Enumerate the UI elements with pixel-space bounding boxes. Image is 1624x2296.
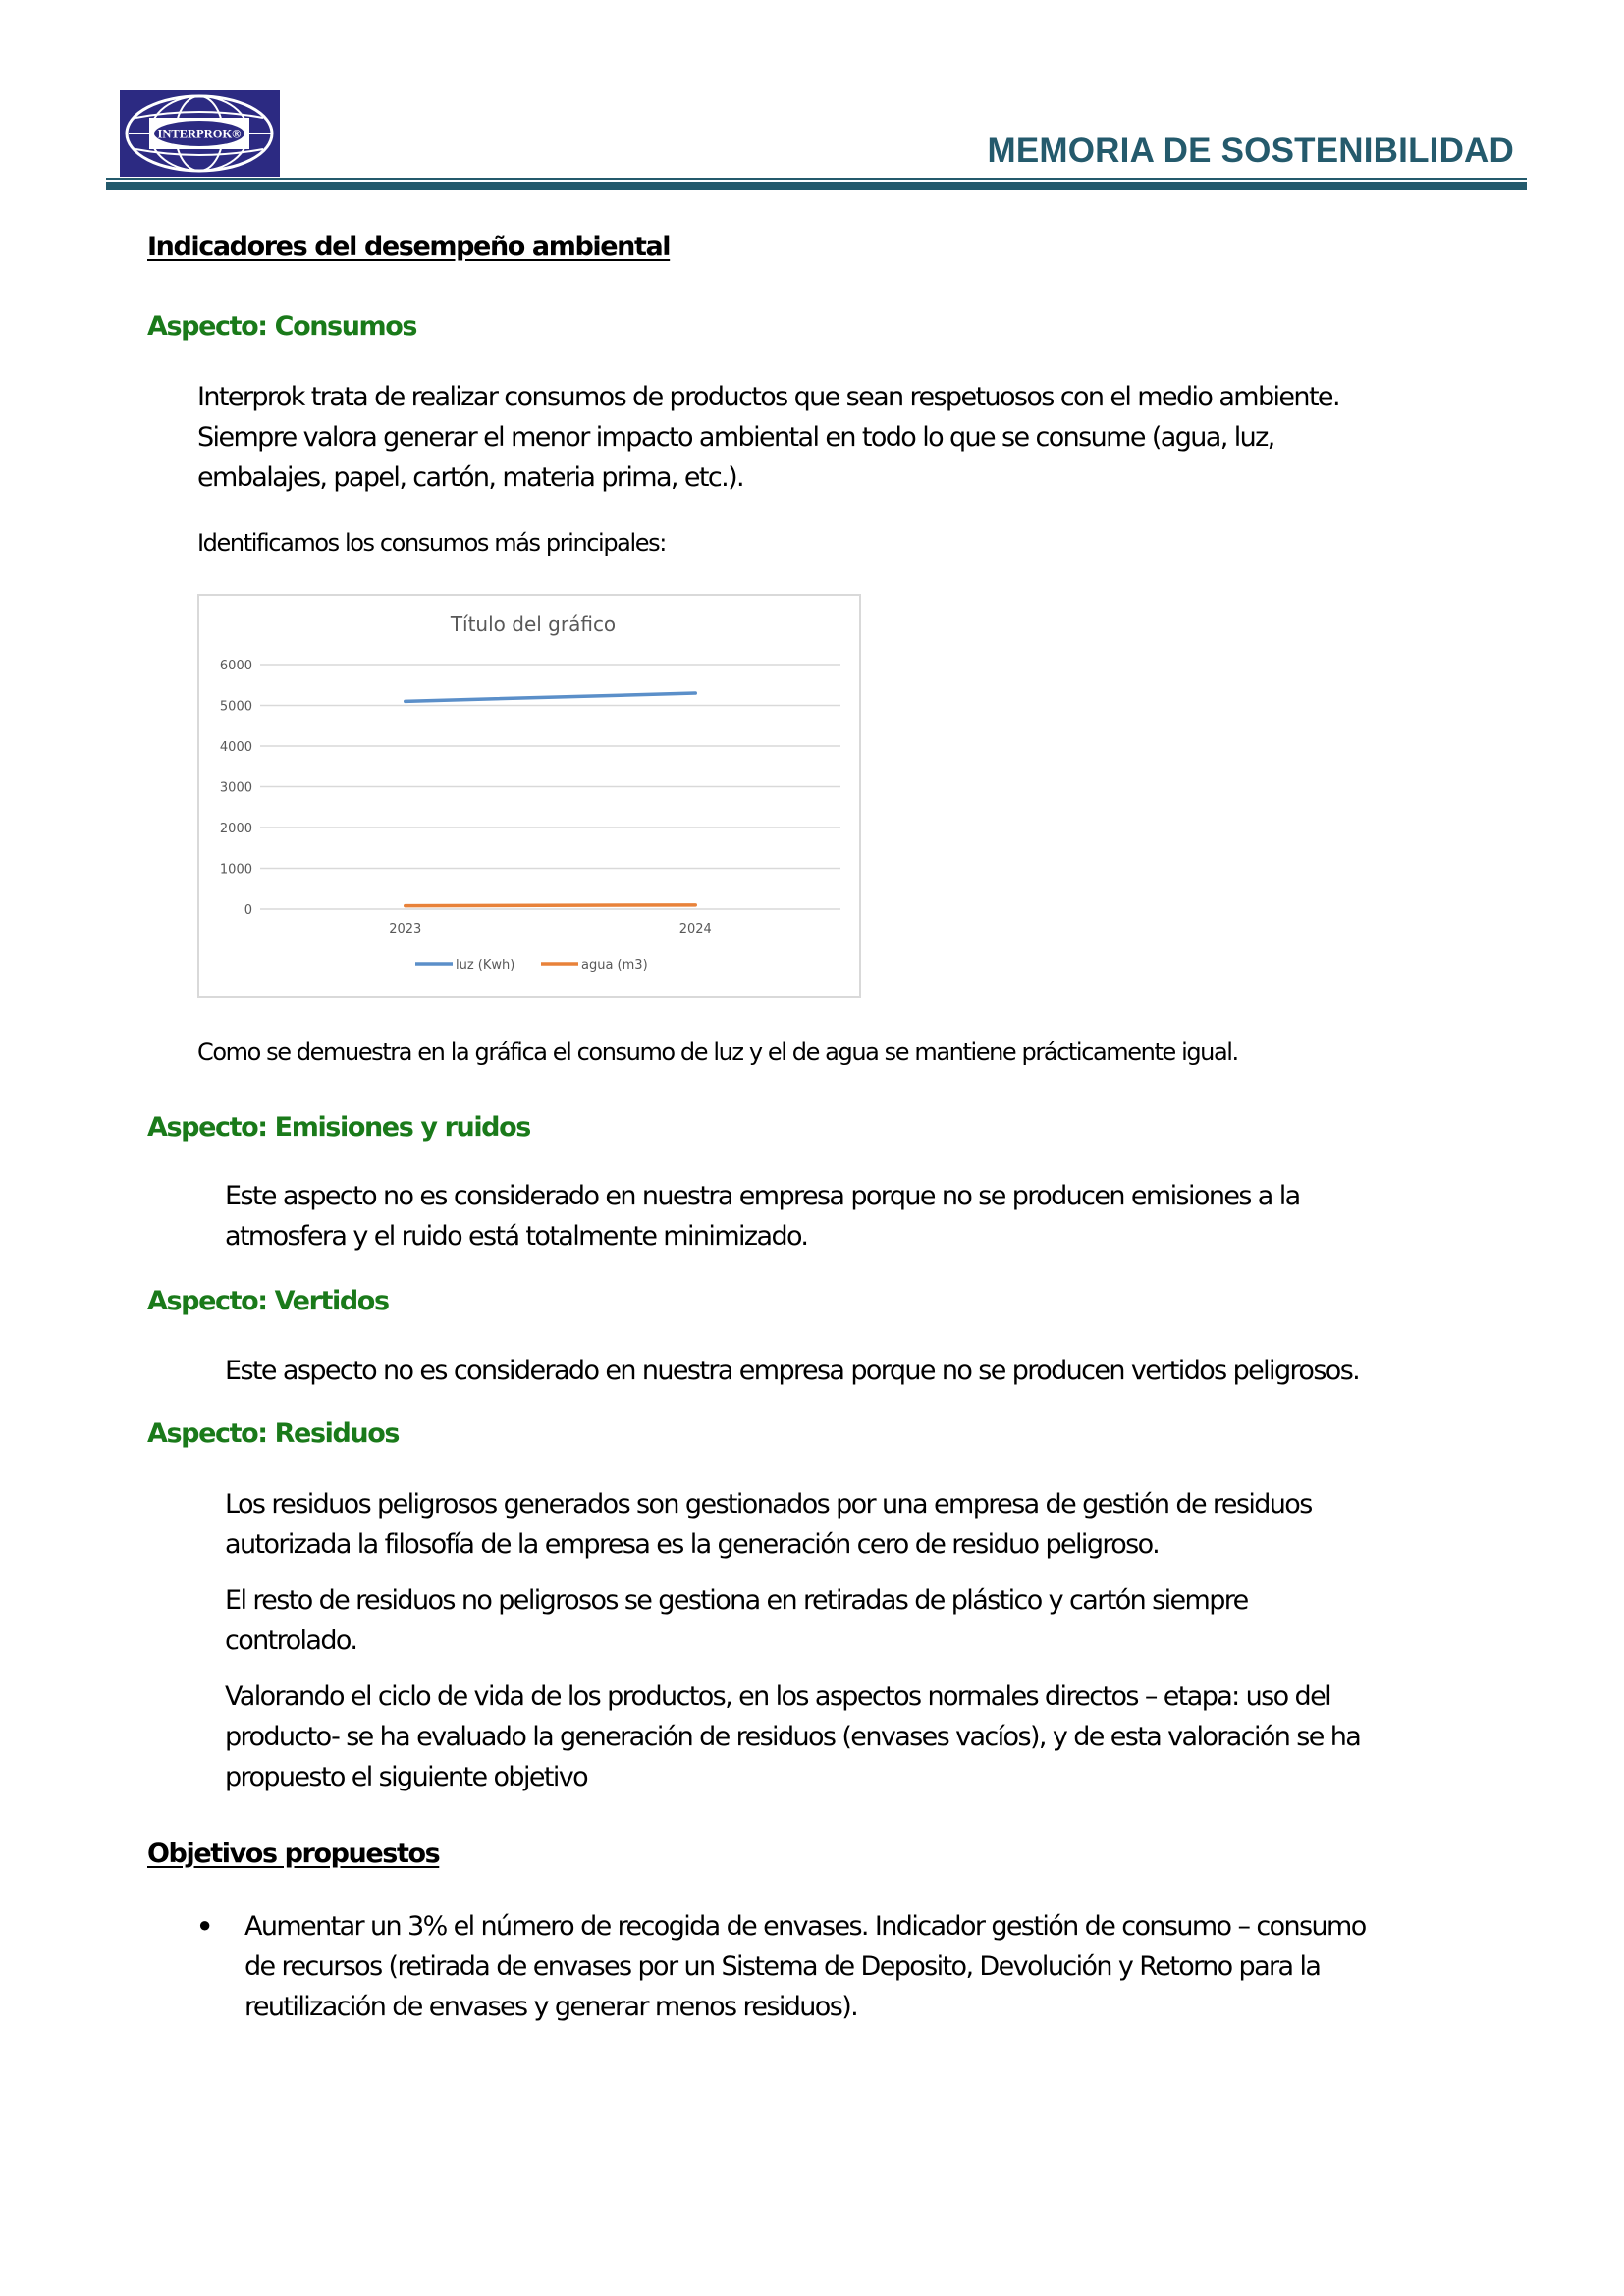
text-line: Este aspecto no es considerado en nuestra empresa porque no se producen emisiones a la [225,1181,1300,1211]
text-line: reutilización de envases y generar menos residuos). [244,1992,858,2022]
consumos-intro [197,377,1339,498]
x-tick-label: 2023 [389,922,422,936]
text-line: producto- se ha evaluado la generación de residuos (envases vacíos), y de esta valoración se ha [225,1722,1361,1752]
text-line: controlado. [225,1626,357,1656]
legend-label: luz (Kwh) [456,958,515,973]
text-line: autorizada la filosofía de la empresa es la generación cero de residuo peligroso. [225,1529,1160,1560]
legend-label: agua (m3) [581,958,648,973]
y-tick-label: 0 [244,903,252,918]
y-tick-label: 3000 [219,780,252,796]
gridlines [260,665,840,909]
text-line: atmosfera y el ruido está totalmente minimizado. [225,1221,808,1252]
logo-text: INTERPROK® [157,127,242,141]
consumos-conclusion: Como se demuestra en la gráfica el consumo de luz y el de agua se mantiene prácticamente igual. [197,1039,1238,1066]
section-title: Indicadores del desempeño ambiental [147,232,671,262]
x-tick-label: 2024 [678,922,712,936]
chart-title: Título del gráfico [450,613,617,636]
company-logo [120,90,280,177]
heading-residuos: Aspecto: Residuos [147,1418,400,1449]
y-tick-label: 6000 [219,659,252,673]
y-tick-label: 4000 [219,740,252,755]
consumos-identify: Identificamos los consumos más principales: [197,529,666,557]
text-line: Siempre valora generar el menor impacto ambiental en todo lo que se consume (agua, luz, [197,422,1274,453]
text-line: propuesto el siguiente objetivo [225,1762,588,1792]
consumption-chart [197,594,861,998]
text-line: Este aspecto no es considerado en nuestra empresa porque no se producen vertidos peligrosos. [225,1356,1360,1386]
text-line: Interprok trata de realizar consumos de productos que sean respetuosos con el medio ambiente. [197,382,1339,412]
heading-vertidos: Aspecto: Vertidos [147,1286,389,1316]
chart-legend [415,958,648,973]
text-line: Valorando el ciclo de vida de los productos, en los aspectos normales directos – etapa: uso del [225,1682,1330,1712]
heading-emisiones: Aspecto: Emisiones y ruidos [147,1112,530,1143]
residuos-paragraph-1 [225,1484,1312,1565]
document-title: MEMORIA DE SOSTENIBILIDAD [987,132,1514,170]
text-line: de recursos (retirada de envases por un Sistema de Deposito, Devolución y Retorno para la [244,1951,1321,1982]
text-line: embalajes, papel, cartón, materia prima, etc.). [197,462,744,493]
header-divider-thick [106,182,1527,190]
vertidos-text [225,1351,1359,1391]
list-item [196,1906,1366,2027]
residuos-paragraph-2 [225,1580,1248,1661]
emisiones-text [225,1176,1300,1256]
list-item-text [244,1906,1366,2027]
y-tick-label: 1000 [219,862,252,878]
x-axis-ticks [389,922,712,936]
chart-svg [199,596,859,996]
bullet-icon: ● [198,1912,212,1937]
y-axis-ticks [220,659,252,918]
series-line-luz [406,693,696,701]
text-line: El resto de residuos no peligrosos se gestiona en retiradas de plástico y cartón siempre [225,1585,1248,1616]
heading-consumos: Aspecto: Consumos [147,311,417,342]
text-line: Aumentar un 3% el número de recogida de envases. Indicador gestión de consumo – consumo [244,1911,1366,1942]
header-divider-thin [106,178,1527,180]
residuos-paragraph-3 [225,1677,1360,1797]
objetivos-list [196,1906,1366,2027]
globe-logo-icon [120,90,280,177]
text-line: Los residuos peligrosos generados son gestionados por una empresa de gestión de residuos [225,1489,1312,1520]
heading-objetivos: Objetivos propuestos [147,1839,440,1869]
y-tick-label: 2000 [219,822,252,836]
series-line-agua [406,905,696,906]
series-lines [406,693,696,906]
y-tick-label: 5000 [219,699,252,715]
